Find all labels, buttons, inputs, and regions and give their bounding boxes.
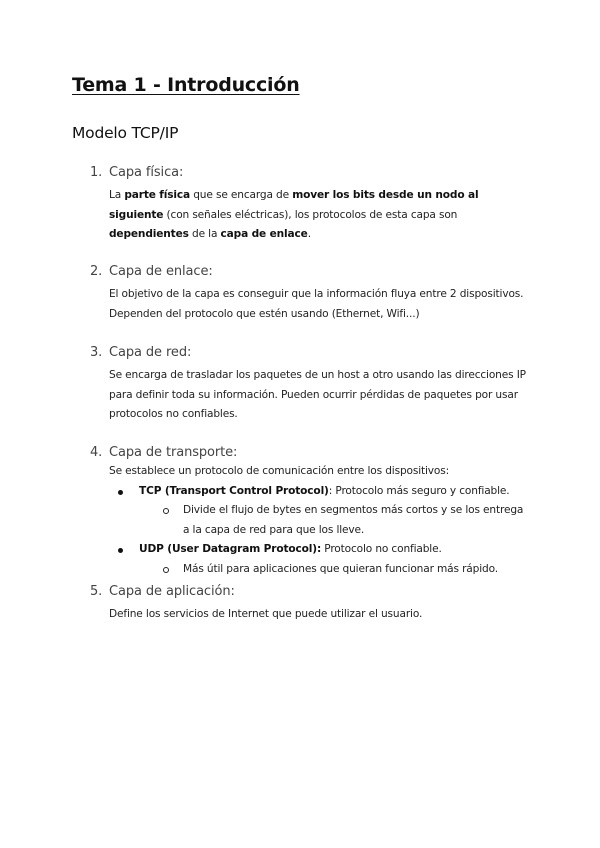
section-capa-aplicacion [90,584,530,625]
body-bold: dependientes [109,228,189,241]
section-title: Capa de transporte: [109,445,238,460]
section-number: 4. [90,445,103,460]
section-title: Capa de aplicación: [109,584,235,599]
page-title: Tema 1 - Introducción [72,74,300,96]
section-title: Capa de enlace: [109,264,213,279]
section-capa-red [90,345,530,425]
section-heading [90,584,530,599]
section-body: Se establece un protocolo de comunicación entre los dispositivos: [109,465,450,477]
list-item [109,482,530,502]
section-body: El objetivo de la capa es conseguir que la información fluya entre 2 dispositivos. Dependen del protocolo que estén usando (Ethernet, Wifi...) [109,288,524,320]
section-body: Define los servicios de Internet que puede utilizar el usuario. [109,608,423,620]
body-bold: parte física [124,189,191,201]
section-capa-enlace [90,264,530,324]
section-body [109,186,530,245]
section-number: 5. [90,584,103,599]
section-heading [90,445,530,460]
bullet-dot-icon [118,548,123,553]
section-title: Capa de red: [109,345,192,360]
bullet-text: : Protocolo más seguro y confiable. [328,484,510,497]
section-capa-fisica [90,165,530,245]
section-heading [90,165,530,180]
body-text: La [109,189,125,201]
bullet-bold: TCP (Transport Control Protocol) [139,484,329,497]
body-bold: capa de enlace [220,228,308,241]
sub-list-item [109,560,530,580]
sub-bullet-text: Más útil para aplicaciones que quieran funcionar más rápido. [183,562,498,575]
bullet-circle-icon [163,508,169,514]
page-subtitle: Modelo TCP/IP [72,124,179,142]
protocol-list [109,482,530,580]
section-heading [90,345,530,360]
bullet-dot-icon [118,490,123,495]
body-text: que se encarga de [190,189,293,201]
section-number: 3. [90,345,103,360]
section-capa-transporte [90,445,530,580]
list-item [109,540,530,560]
section-title: Capa física: [109,165,184,180]
bullet-bold: UDP (User Datagram Protocol): [139,543,322,556]
bullet-circle-icon [163,567,169,573]
bullet-text: Protocolo no confiable. [321,543,442,556]
sub-bullet-text: Divide el flujo de bytes en segmentos más cortos y se los entrega a la capa de red para que los lleve. [183,504,524,536]
section-heading [90,264,530,279]
section-number: 2. [90,264,103,279]
section-number: 1. [90,165,103,180]
body-bold: mover los bits desde un nodo al siguiente [109,189,479,221]
body-text: de la [188,228,221,241]
section-body: Se encarga de trasladar los paquetes de un host a otro usando las direcciones IP para definir toda su información. Pueden ocurrir pérdidas de paquetes por usar protocolos no confiables. [109,369,526,421]
body-text: (con señales eléctricas), los protocolos de esta capa son [163,208,458,221]
sub-list-item [109,501,530,540]
body-text: . [307,228,311,241]
